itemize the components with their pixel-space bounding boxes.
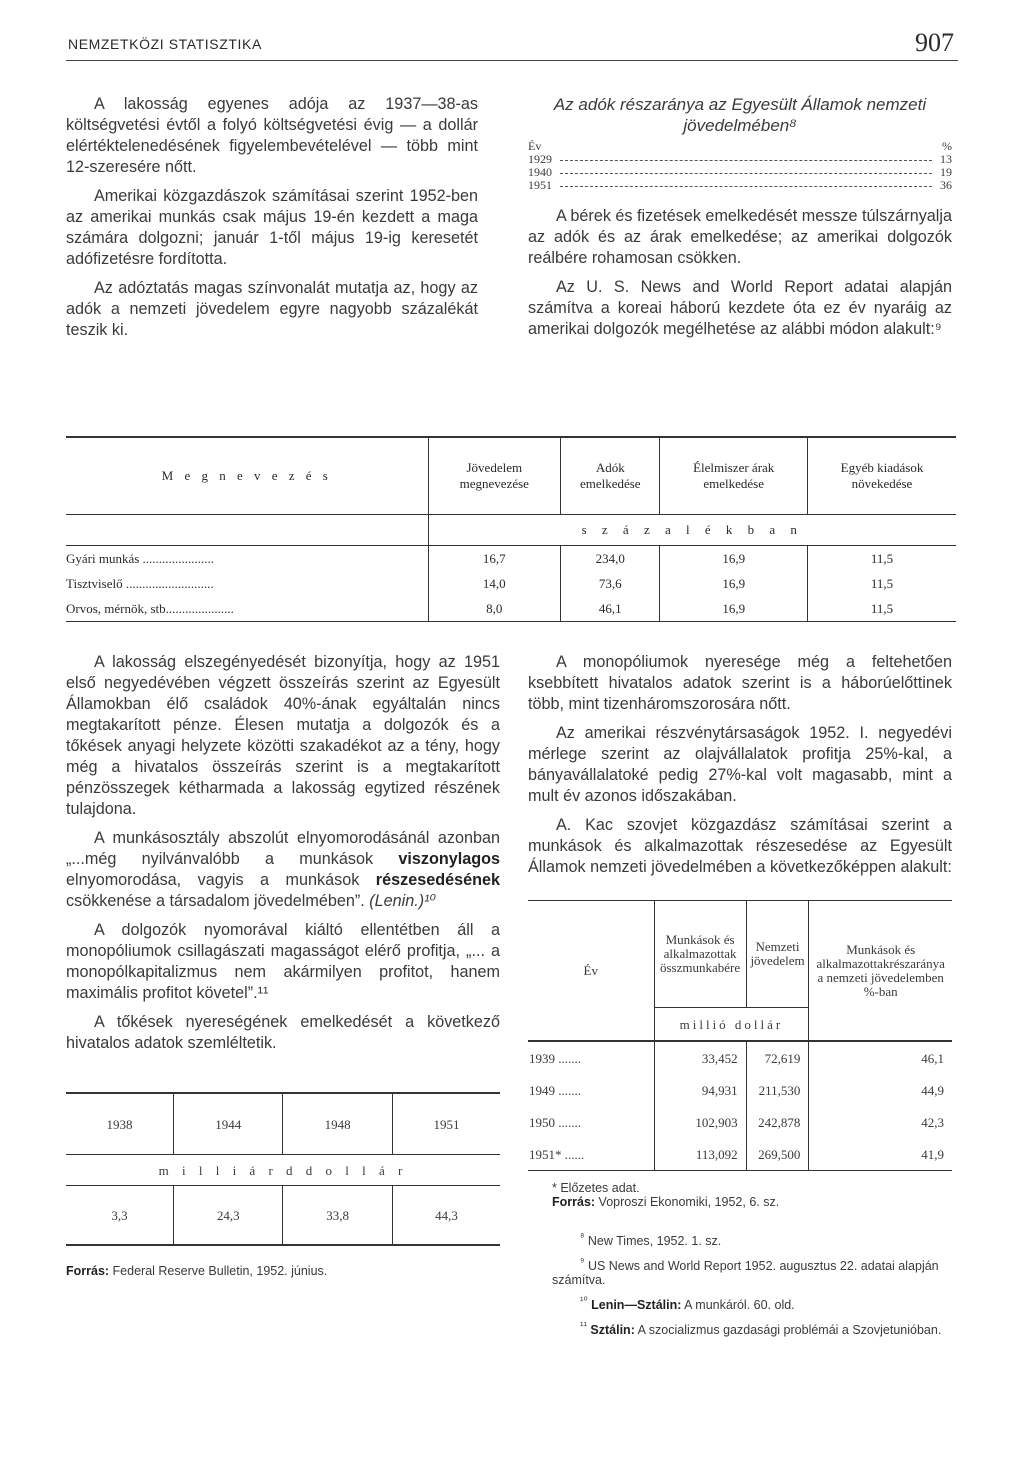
wage-share-table [528, 900, 952, 1171]
table-unit-row [66, 1155, 500, 1186]
table-row [66, 1186, 500, 1246]
table-cell: 11,5 [808, 571, 957, 596]
footnotes [528, 1231, 952, 1338]
wage-share-source [528, 1195, 952, 1209]
table-cell: 94,931 [654, 1074, 746, 1106]
table-cell: 11,5 [808, 596, 957, 622]
table-row-label: 1950 ....... [529, 1114, 581, 1130]
footnote [552, 1295, 952, 1312]
footnote-mark: ⁹ [580, 1257, 585, 1269]
table-cell: 102,903 [654, 1106, 746, 1138]
table-header: Egyéb kiadások növekedése [808, 437, 957, 515]
bold-term: viszonylagos [398, 850, 500, 868]
tax-share-col-pct: % [942, 139, 952, 153]
table-header-row [528, 901, 952, 1008]
paragraph: Amerikai közgazdászok számításai szerint 1952-ben az amerikai munkás csak május 19-én kezdett a maga számára dolgozni; január 1-től május 19-ig keresetét adófizetésre fordította. [66, 187, 478, 268]
table-cell: 33,8 [283, 1186, 392, 1246]
footnote [552, 1256, 952, 1287]
profits-source [66, 1264, 500, 1278]
table-header-row [66, 1093, 500, 1155]
paragraph [66, 828, 500, 912]
table-cell: 46,1 [809, 1041, 952, 1074]
left-top-column [66, 94, 478, 349]
tax-share-value: 13 [940, 152, 952, 166]
running-header-title: NEMZETKÖZI STATISZTIKA [68, 36, 262, 52]
table-header-row [66, 437, 956, 515]
tax-share-col-year: Év [528, 139, 542, 153]
table-row-label: 1939 ....... [529, 1050, 581, 1066]
table-cell: 16,9 [660, 571, 808, 596]
table-header: 1951 [392, 1093, 500, 1155]
table-cell: 42,3 [809, 1106, 952, 1138]
source-label: Forrás: [552, 1195, 596, 1209]
table-row [66, 546, 956, 572]
table-header: Nemzeti jövedelem [746, 901, 809, 1008]
table-header: Év [528, 901, 654, 1042]
leader-dashes [560, 160, 932, 161]
table-cell: 11,5 [808, 546, 957, 572]
footnote-text: A szocializmus gazdasági problémái a Szovjetunióban. [634, 1323, 942, 1338]
right-bottom-column [528, 652, 952, 1346]
footnote [552, 1320, 952, 1337]
paragraph: Az amerikai részvénytársaságok 1952. I. negyedévi mérlege szerint az olajvállalatok profitja 25%-kal, a bányavállalatoké pedig 27%-kal volt magasabb, mint a mult év azonos időszakában. [528, 724, 952, 805]
table-row [66, 596, 956, 622]
footnote [552, 1231, 952, 1248]
header-rule [66, 60, 958, 61]
table-cell: 33,452 [654, 1041, 746, 1074]
table-cell: 8,0 [428, 596, 561, 622]
table-cell: 14,0 [428, 571, 561, 596]
tax-share-year: 1951 [528, 178, 552, 192]
tax-share-year: 1940 [528, 165, 552, 179]
footnote-text: A munkáról. 60. old. [681, 1298, 795, 1313]
table-header: Jövedelem megnevezése [428, 437, 561, 515]
table-row-label: Orvos, mérnök, stb..................... [66, 596, 428, 622]
footnote-mark: ¹⁰ [580, 1296, 588, 1308]
table-row [528, 1106, 952, 1138]
table-header: Élelmiszer árak emelkedése [660, 437, 808, 515]
paragraph: A bérek és fizetések emelkedését messze túlszárnyalja az adók és az árak emelkedése; az amerikai dolgozók reálbére rohamosan csökken. [528, 207, 952, 267]
table-cell: 16,9 [660, 546, 808, 572]
right-top-column [528, 94, 952, 348]
tax-share-row [528, 179, 952, 192]
table-cell: 44,3 [392, 1186, 500, 1246]
table-row [66, 571, 956, 596]
table-header: Adók emelkedése [561, 437, 660, 515]
table-row-label: 1949 ....... [529, 1082, 581, 1098]
table-row [528, 1041, 952, 1074]
footnote-mark: ¹¹ [580, 1321, 587, 1333]
paragraph: Az U. S. News and World Report adatai alapján számítva a koreai háború kezdete óta ez év nyaráig az amerikai dolgozók megélhetése az alábbi módon alakult:⁹ [528, 278, 952, 338]
paragraph: A dolgozók nyomorával kiáltó ellentétben áll a monopóliumok csillagászati magasságot elérő profitja, „... a monopólkapitalizmus nem akármilyen profitot, hanem maximális profitot követel”.¹¹ [66, 921, 500, 1002]
footnote-mark: ⁸ [580, 1232, 585, 1243]
table-cell: 16,9 [660, 596, 808, 622]
tax-share-header-row [528, 140, 952, 153]
table-row [528, 1138, 952, 1171]
text-run: A munkásosztály abszolút elnyomorodásánál azonban „...még nyilvánvalóbb a munkások [66, 829, 500, 868]
table-header: 1938 [66, 1093, 174, 1155]
tax-share-value: 36 [940, 178, 952, 192]
table-cell: 16,7 [428, 546, 561, 572]
leader-dashes [560, 186, 932, 187]
paragraph: A lakosság egyenes adója az 1937—38-as költségvetési évtől a folyó költségvetési évig — a dollár elértéktelenedésének figyelembevételével — több mint 12-szeresére nőtt. [66, 95, 478, 176]
table-row-label: Gyári munkás ...................... [66, 550, 215, 566]
text-run: csökkenése a társadalom jövedelmében”. [66, 892, 370, 910]
citation: (Lenin.)¹⁰ [369, 892, 436, 910]
leader-dashes [560, 173, 932, 174]
table-row-label: 1951* ...... [528, 1138, 654, 1171]
footnote-author: Sztálin: [586, 1323, 635, 1338]
footnote-text: US News and World Report 1952. augusztus 22. adatai alapján számítva. [552, 1259, 939, 1288]
table-cell: 46,1 [561, 596, 660, 622]
paragraph: Az adóztatás magas színvonalát mutatja az, hogy az adók a nemzeti jövedelem egyre nagyobb százalékát teszik ki. [66, 279, 478, 339]
table-unit-row [66, 515, 956, 546]
table-cell: 113,092 [654, 1138, 746, 1171]
tax-share-value: 19 [940, 165, 952, 179]
tax-share-row [528, 166, 952, 179]
footnote-author: Lenin—Sztálin: [587, 1298, 682, 1313]
source-label: Forrás: [66, 1264, 110, 1278]
table-unit-label: millió dollár [654, 1008, 809, 1042]
table-cell [66, 515, 428, 546]
table-header-label: M e g n e v e z é s [66, 437, 428, 515]
left-bottom-column [66, 652, 500, 1278]
table-header: Munkások és alkalmazottakrészaránya a nemzeti jövedelemben %-ban [809, 901, 952, 1042]
profits-table [66, 1092, 500, 1246]
tax-share-table [528, 140, 952, 192]
table-cell: 269,500 [746, 1138, 809, 1171]
table-cell: 3,3 [66, 1186, 174, 1246]
table-cell: 242,878 [746, 1106, 809, 1138]
table-cell: 24,3 [174, 1186, 283, 1246]
text-run: elnyomorodása, vagyis a munkások [66, 871, 376, 889]
profits-table-block [66, 1092, 500, 1278]
table-row-label: Tisztviselő ........................... [66, 575, 214, 591]
paragraph: A. Kac szovjet közgazdász számításai szerint a munkások és alkalmazottak részesedése az Egyesült Államok nemzeti jövedelmében a következőképpen alakult: [528, 816, 952, 876]
tax-share-year: 1929 [528, 152, 552, 166]
table-cell: 72,619 [746, 1041, 809, 1074]
source-text: Voproszi Ekonomiki, 1952, 6. sz. [595, 1195, 780, 1209]
page-number: 907 [915, 28, 954, 57]
paragraph: A tőkések nyereségének emelkedését a következő hivatalos adatok szemléltetik. [66, 1013, 500, 1052]
table-unit-label: s z á z a l é k b a n [428, 515, 956, 546]
tax-share-title: Az adók részaránya az Egyesült Államok nemzeti jövedelmében⁸ [553, 95, 927, 135]
paragraph: A lakosság elszegényedését bizonyítja, hogy az 1951 első negyedévében végzett összeírás szerint az Egyesült Államokban élő családok 40%-ának egyáltalán nincs megtakarított pénze. Élesen mutatja a dolgozók és a tőkések anyagi helyzete közötti szakadékot az a tény, hogy még a hivatalos összeírás szerint is a megtakarított pénzösszegek kétharmada a lakosság egytized részének tulajdona. [66, 653, 500, 818]
source-text: Federal Reserve Bulletin, 1952. június. [109, 1264, 328, 1278]
bold-term: részesedésének [375, 871, 500, 889]
table-header: 1944 [174, 1093, 283, 1155]
table-cell: 73,6 [561, 571, 660, 596]
table-cell: 234,0 [561, 546, 660, 572]
wage-share-note: * Előzetes adat. [552, 1181, 640, 1195]
table-cell: 211,530 [746, 1074, 809, 1106]
footnote-text: New Times, 1952. 1. sz. [584, 1234, 722, 1249]
table-unit-label: m i l l i á r d d o l l á r [66, 1155, 500, 1186]
table-header: 1948 [283, 1093, 392, 1155]
living-costs-table [66, 436, 956, 622]
paragraph: A monopóliumok nyeresége még a feltehetően ksebbített hivatalos adatok szerint is a háborúelőttinek több, mint tizenháromszorosára nőtt. [528, 653, 952, 713]
table-cell: 41,9 [809, 1138, 952, 1171]
tax-share-row [528, 153, 952, 166]
table-row [528, 1074, 952, 1106]
table-cell: 44,9 [809, 1074, 952, 1106]
table-header: Munkások és alkalmazottak összmunkabére [654, 901, 746, 1008]
